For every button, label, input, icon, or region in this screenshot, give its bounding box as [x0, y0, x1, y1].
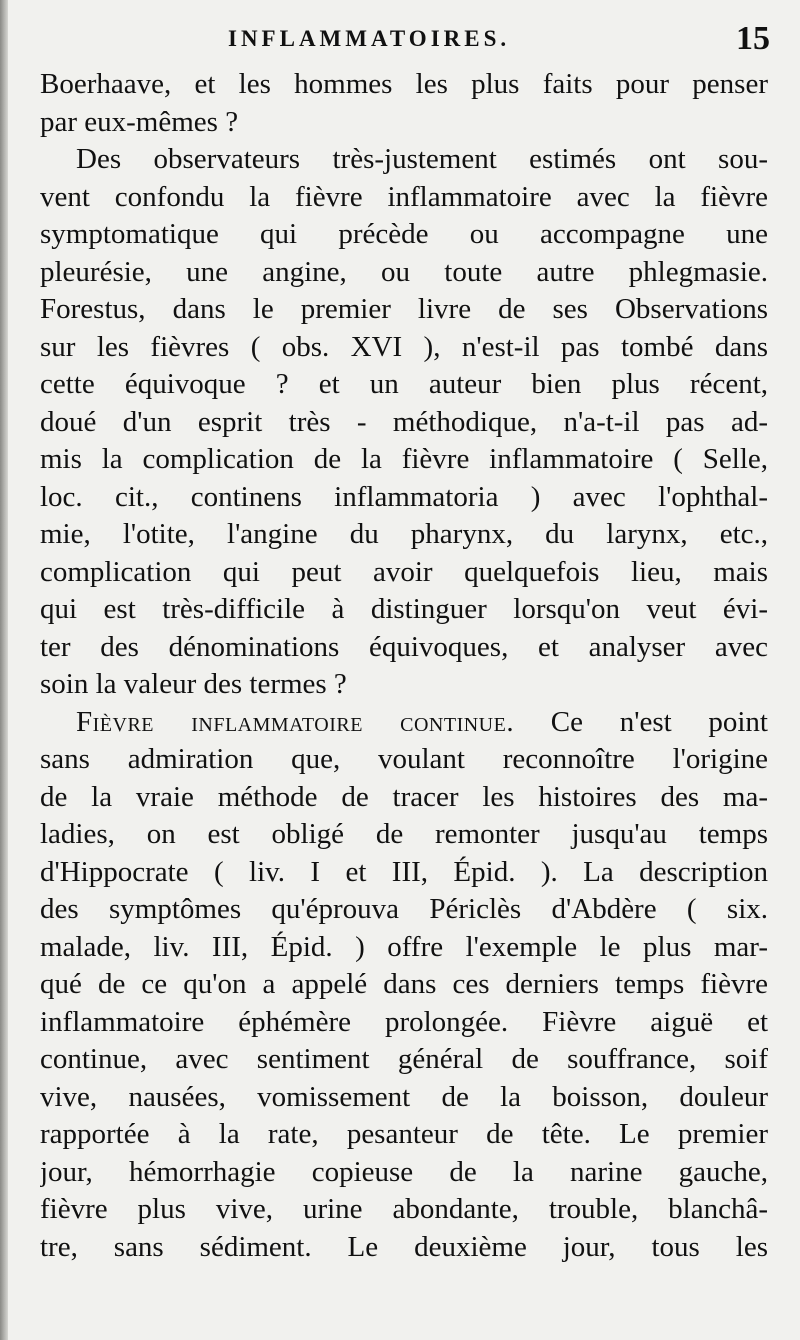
text-fragment: Ce n'est point [550, 705, 768, 738]
text-line: sur les fièvres ( obs. XVI ), n'est-il pas tombé dans [40, 330, 768, 363]
text-line: vive, nausées, vomissement de la boisson, douleur [40, 1080, 768, 1113]
text-line: ter des dénominations équivoques, et analyser avec [40, 630, 768, 663]
text-line: pleurésie, une angine, ou toute autre phlegmasie. [40, 255, 768, 288]
text-line: Boerhaave, et les hommes les plus faits pour penser [40, 68, 768, 100]
text-line: continue, avec sentiment général de souffrance, soif [40, 1043, 768, 1075]
text-line: vent confondu la fièvre inflammatoire avec la fièvre [40, 180, 768, 213]
text-line: d'Hippocrate ( liv. I et III, Épid. ). La description [40, 855, 768, 888]
text-line: Forestus, dans le premier livre de ses Observations [40, 293, 768, 325]
text-line: ladies, on est obligé de remonter jusqu'au temps [40, 818, 768, 850]
running-head: INFLAMMATOIRES. [228, 26, 511, 51]
text-line: tre, sans sédiment. Le deuxième jour, tous les [40, 1230, 768, 1263]
text-line: mie, l'otite, l'angine du pharynx, du larynx, etc., [40, 518, 768, 550]
text-line: complication qui peut avoir quelquefois lieu, mais [40, 555, 768, 588]
page-header [0, 0, 800, 70]
text-line: loc. cit., continens inflammatoria ) avec l'ophthal- [40, 480, 768, 513]
body-text [40, 66, 768, 1266]
text-line: symptomatique qui précède ou accompagne une [40, 218, 768, 250]
text-line: inflammatoire éphémère prolongée. Fièvre aiguë et [40, 1005, 768, 1038]
text-line: rapportée à la rate, pesanteur de tête. Le premier [40, 1118, 768, 1150]
text-line: de la vraie méthode de tracer les histoires des ma- [40, 780, 768, 813]
text-line: soin la valeur des termes ? [40, 668, 347, 700]
text-line: qui est très-difficile à distinguer lorsqu'on veut évi- [40, 593, 768, 625]
text-line: qué de ce qu'on a appelé dans ces derniers temps fièvre [40, 968, 768, 1000]
text-line: mis la complication de la fièvre inflammatoire ( Selle, [40, 443, 768, 475]
section-heading: Fièvre inflammatoire continue. [76, 705, 515, 738]
text-line: par eux-mêmes ? [40, 105, 239, 138]
page-number: 15 [736, 20, 770, 57]
text-line: malade, liv. III, Épid. ) offre l'exemple le plus mar- [40, 930, 768, 963]
text-line: sans admiration que, voulant reconnoître l'origine [40, 743, 768, 775]
text-line: cette équivoque ? et un auteur bien plus récent, [40, 368, 768, 400]
text-line: doué d'un esprit très - méthodique, n'a-t-il pas ad- [40, 405, 768, 438]
text-line: fièvre plus vive, urine abondante, trouble, blanchâ- [40, 1193, 768, 1225]
text-line: des symptômes qu'éprouva Périclès d'Abdère ( six. [40, 893, 768, 925]
section-first-line [40, 704, 768, 742]
text-line: jour, hémorrhagie copieuse de la narine gauche, [40, 1155, 768, 1188]
text-line: Des observateurs très-justement estimés ont sou- [76, 143, 768, 175]
